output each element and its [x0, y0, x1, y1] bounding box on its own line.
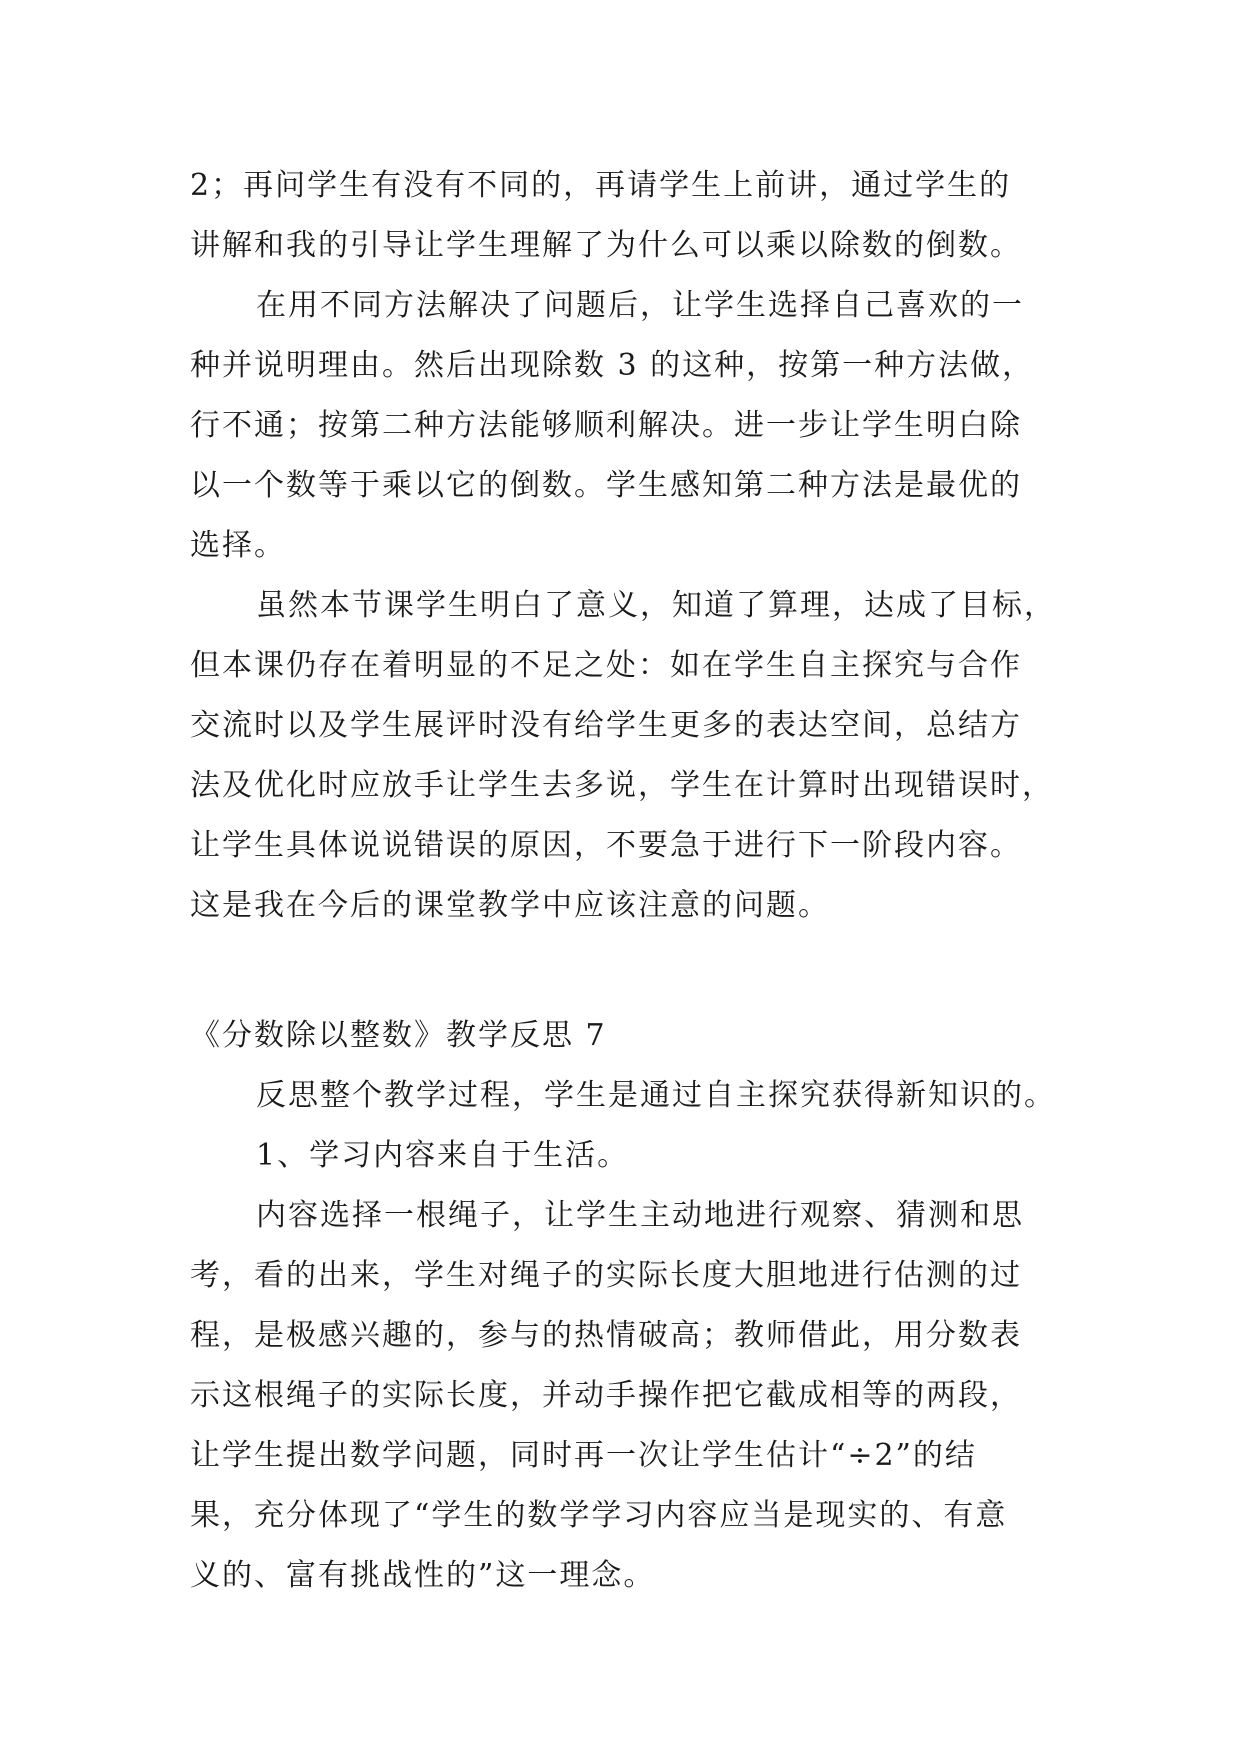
paragraph-line: 考，看的出来，学生对绳子的实际长度大胆地进行估测的过 — [190, 1258, 1022, 1293]
paragraph-line: 虽然本节课学生明白了意义，知道了算理，达成了目标， — [256, 588, 1056, 623]
paragraph-line: 义的、富有挑战性的”这一理念。 — [190, 1558, 656, 1593]
paragraph-line: 程，是极感兴趣的，参与的热情破高；教师借此，用分数表 — [190, 1318, 1022, 1353]
intro-line: 反思整个教学过程，学生是通过自主探究获得新知识的。 — [256, 1078, 1056, 1113]
paragraph-line: 这是我在今后的课堂教学中应该注意的问题。 — [190, 888, 830, 923]
paragraph-line: 讲解和我的引导让学生理解了为什么可以乘以除数的倒数。 — [190, 228, 1022, 263]
paragraph-line: 法及优化时应放手让学生去多说，学生在计算时出现错误时， — [190, 768, 1054, 803]
paragraph-line: 2；再问学生有没有不同的，再请学生上前讲，通过学生的 — [190, 168, 1012, 203]
point-heading: 1、学习内容来自于生活。 — [256, 1138, 630, 1173]
paragraph-line: 果，充分体现了“学生的数学学习内容应当是现实的、有意 — [190, 1498, 1008, 1533]
paragraph-line: 行不通；按第二种方法能够顺利解决。进一步让学生明白除 — [190, 408, 1022, 443]
paragraph-line: 让学生提出数学问题，同时再一次让学生估计“÷2”的结 — [190, 1438, 977, 1473]
paragraph-line: 种并说明理由。然后出现除数 3 的这种，按第一种方法做， — [190, 348, 1035, 383]
paragraph-line: 选择。 — [190, 528, 286, 563]
paragraph-line: 让学生具体说说错误的原因，不要急于进行下一阶段内容。 — [190, 828, 1022, 863]
paragraph-line: 以一个数等于乘以它的倒数。学生感知第二种方法是最优的 — [190, 468, 1022, 503]
paragraph-line: 交流时以及学生展评时没有给学生更多的表达空间，总结方 — [190, 708, 1022, 743]
section-heading: 《分数除以整数》教学反思 7 — [190, 1018, 607, 1053]
paragraph-line: 但本课仍存在着明显的不足之处：如在学生自主探究与合作 — [190, 648, 1022, 683]
paragraph-line: 在用不同方法解决了问题后，让学生选择自己喜欢的一 — [256, 288, 1024, 323]
paragraph-line: 内容选择一根绳子，让学生主动地进行观察、猜测和思 — [256, 1198, 1024, 1233]
paragraph-line: 示这根绳子的实际长度，并动手操作把它截成相等的两段， — [190, 1378, 1022, 1413]
